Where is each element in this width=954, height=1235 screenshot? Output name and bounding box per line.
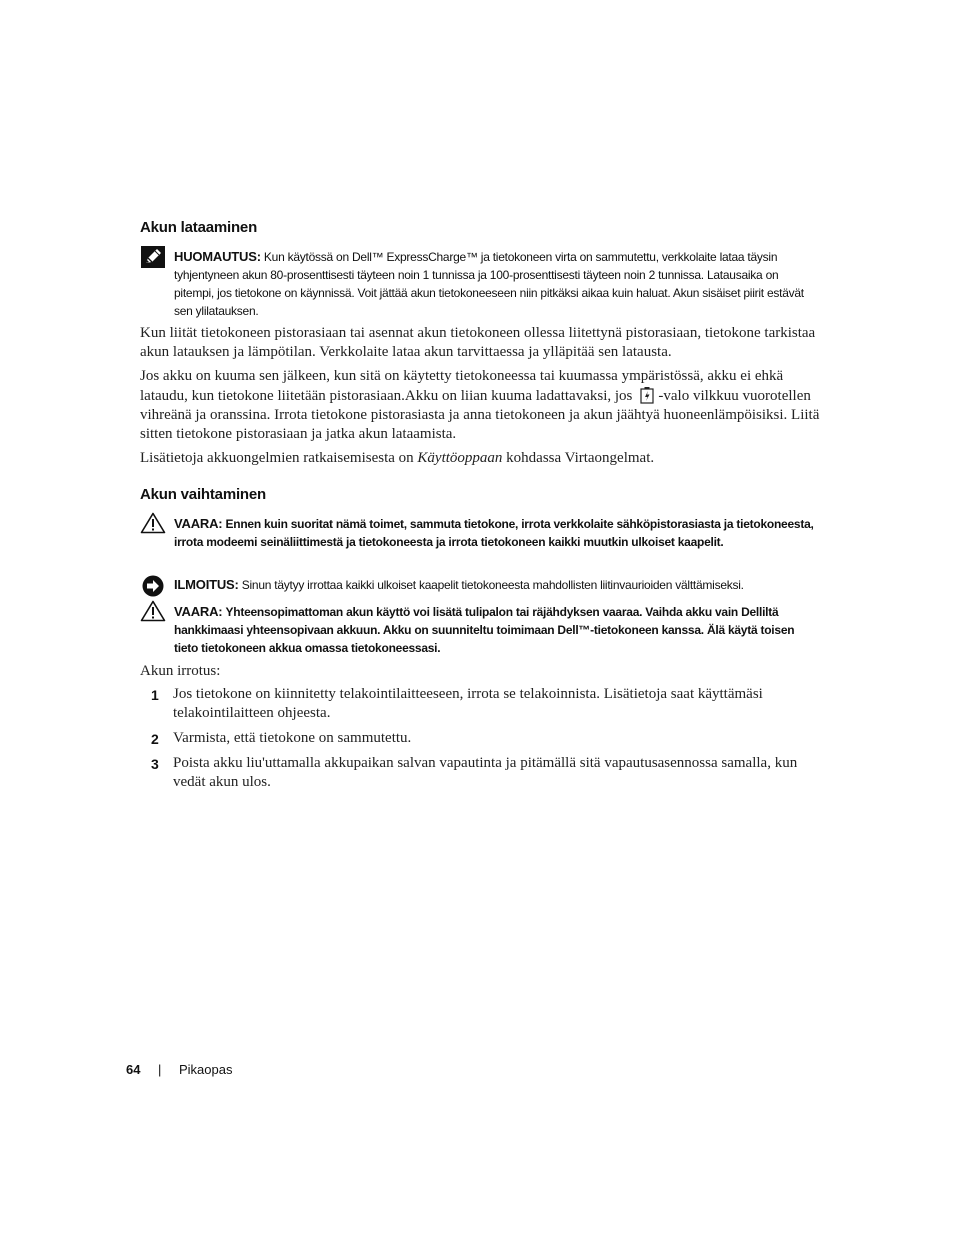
footer-separator: | <box>158 1062 162 1077</box>
step-text-2: Varmista, että tietokone on sammutettu. <box>173 730 412 746</box>
warning-text-2: Yhteensopimattoman akun käyttö voi lisätä tulipalon tai räjähdyksen vaaraa. Vaihda akku vain Delliltä hankkimaasi yhteensopivaan akkuun. Akku on suunniteltu toimimaan Dell™-tietokoneen kanssa. Älä käytä toisen tieto tietokoneen akkua omassa tietokoneessasi. <box>174 605 795 655</box>
warning-text-1: Ennen kuin suoritat nämä toimet, sammuta tietokone, irrota verkkolaite sähköpistorasiasta ja tietokoneesta, irrota modeemi seinäliittimestä ja tietokoneesta ja irrota tietokoneen kaikki muutkin ulkoiset kaapelit. <box>174 517 814 549</box>
paragraph-charging-intro: Kun liität tietokoneen pistorasiaan tai asennat akun tietokoneen ollessa liitettynä pistorasiaan, tietokone tarkistaa akun latauksen ja lämpötilan. Verkkolaite lataa akun tarvittaessa ja ylläpitää sen latausta. <box>140 325 816 360</box>
warning-label-2: VAARA: <box>174 604 223 619</box>
note-label: HUOMAUTUS: <box>174 249 261 264</box>
warning-triangle-icon <box>140 512 166 534</box>
paragraph-battery-hot-start: Jos akku on kuuma sen jälkeen, kun sitä on käytetty tietokoneessa tai kuumassa ympäristössä, akku ei ehkä lataudu, kun tietokone liitetään pistorasiaan.Akku on liian kuuma ladattavaksi, jos <box>140 368 784 404</box>
notice-text: Sinun täytyy irrottaa kaikki ulkoiset kaapelit tietokoneesta mahdollisten liitinvaurioiden välttämiseksi. <box>241 578 744 592</box>
warning-block-1 <box>174 515 814 551</box>
step-text-1: Jos tietokone on kiinnitetty telakointilaitteeseen, irrota se telakoinnista. Lisätietoja saat käyttämäsi telakointilaitteen ohjeesta. <box>173 686 763 721</box>
removal-intro: Akun irrotus: <box>140 663 221 679</box>
more-info-end: kohdassa Virtaongelmat. <box>502 450 655 466</box>
paragraph-battery-hot-end: -valo vilkkuu vuorotellen vihreänä ja oranssina. Irrota tietokone pistorasiasta ja anna tietokoneen ja akun jäähtyä huoneenlämpöisiksi. Liitä sitten tietokone pistorasiaan ja jatka akun lataamista. <box>140 388 820 442</box>
page-number: 64 <box>126 1062 141 1077</box>
note-block <box>174 248 814 320</box>
warning-triangle-icon <box>140 600 166 622</box>
note-text: Kun käytössä on Dell™ ExpressCharge™ ja tietokoneen virta on sammutettu, verkkolaite lataa täysin tyhjentyneen akun 80-prosenttisesti täyteen noin 1 tunnissa ja 100-prosenttisesti täyteen noin 2 tunnissa. Latausaika on pitempi, jos tietokone on käynnissä. Voit jättää akun tietokoneeseen niin pitkäksi aikaa kuin haluat. Akun sisäiset piirit estävät sen ylilatauksen. <box>174 250 804 318</box>
paragraph-battery-hot <box>140 367 820 444</box>
step-text-3: Poista akku liu'uttamalla akkupaikan salvan vapautinta ja pitämällä sitä vapautusasennossa samalla, kun vedät akun ulos. <box>173 755 798 790</box>
paragraph-more-info <box>140 449 820 468</box>
step-number-1: 1 <box>151 687 159 703</box>
note-pencil-icon <box>141 246 165 268</box>
warning-label-1: VAARA: <box>174 516 223 531</box>
notice-arrow-icon <box>142 575 164 597</box>
warning-block-2 <box>174 603 819 657</box>
battery-status-icon <box>640 386 654 404</box>
notice-block <box>174 576 824 594</box>
user-guide-title: Käyttöoppaan <box>417 450 503 466</box>
notice-label: ILMOITUS: <box>174 577 239 592</box>
more-info-start: Lisätietoja akkuongelmien ratkaisemisesta on <box>140 450 418 466</box>
footer-title: Pikaopas <box>179 1062 233 1077</box>
step-number-2: 2 <box>151 731 159 747</box>
section-heading-replacing: Akun vaihtaminen <box>140 486 266 503</box>
step-number-3: 3 <box>151 756 159 772</box>
section-heading-charging: Akun lataaminen <box>140 219 258 236</box>
